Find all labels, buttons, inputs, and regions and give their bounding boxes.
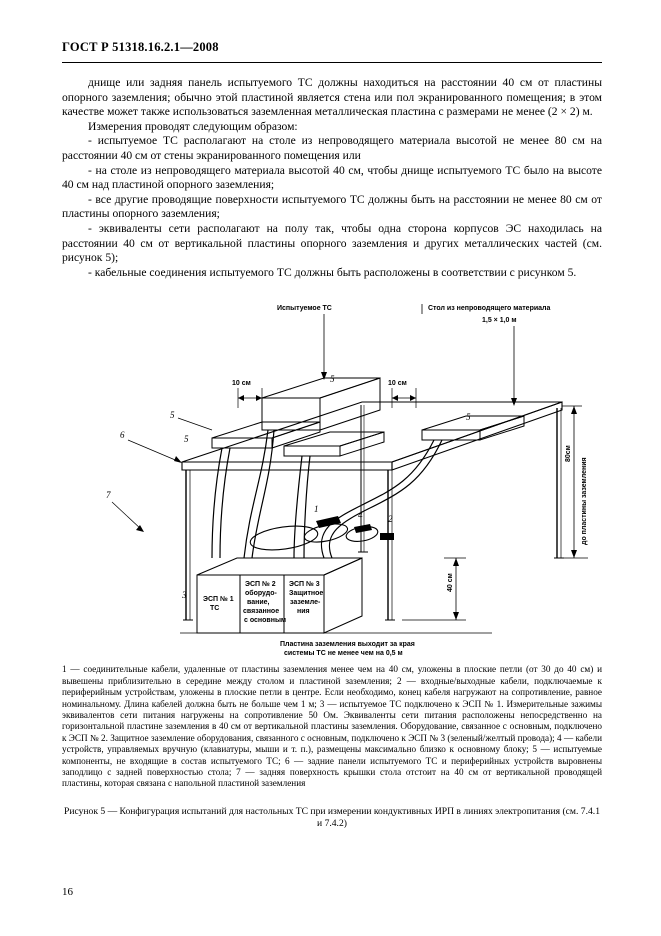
figure-dim-to-plate: до пластины заземления (581, 457, 588, 546)
figure-label-box3b: Защитное (289, 590, 324, 598)
paragraph-2: Измерения проводят следующим образом: (88, 119, 298, 133)
figure-label-box2e: с основным (244, 617, 287, 625)
figure-label-box1b: ТС (210, 605, 220, 613)
paragraph-7: - кабельные соединения испытуемого ТС должны быть расположены в соответствии с рисунком 5. (88, 265, 577, 279)
paragraph-5: - все другие проводящие поверхности испытуемого ТС должны быть на расстоянии не менее 80 см от пластины опорного заземления; (62, 192, 602, 221)
page-number: 16 (62, 886, 73, 898)
figure-5 (62, 290, 602, 658)
figure-callout-3: 3 (182, 590, 187, 601)
figure-label-table: Стол из непроводящего материала (428, 305, 551, 313)
figure-dim-10cm-left: 10 см (232, 380, 251, 388)
figure-label-box3d: ния (297, 608, 310, 616)
figure-label-box3: ЭСП № 3 (289, 581, 320, 589)
paragraph-6: - эквиваленты сети располагают на полу так, чтобы одна сторона корпусов ЭС находилась на расстоянии 40 см от вертикальной пластины опорного заземления и других металлических частей (см. рисунок 5); (62, 221, 602, 265)
standard-code-header: ГОСТ Р 51318.16.2.1—2008 (62, 40, 219, 54)
page-content (62, 40, 602, 831)
figure-callout-2: 2 (388, 514, 393, 525)
figure-label-box2d: связанное (243, 608, 280, 616)
figure-footnote-line2: системы ТС не менее чем на 0,5 м (284, 650, 403, 658)
paragraph-4: - на столе из непроводящего материала высотой 40 см, чтобы днище испытуемого ТС было на высоте 40 см над пластиной опорного заземления; (62, 163, 602, 192)
figure-dim-10cm-right: 10 см (388, 380, 407, 388)
figure-callout-5a: 5 (170, 410, 175, 421)
figure-label-box2: ЭСП № 2 (245, 581, 276, 589)
figure-footnote-line1: Пластина заземления выходит за края (280, 641, 415, 649)
figure-callout-5c: 5 (330, 374, 335, 385)
header-rule (62, 62, 602, 63)
figure-dim-80cm: 80см (565, 445, 572, 463)
figure-label-box3c: заземле- (290, 599, 321, 607)
figure-callout-5b: 5 (184, 434, 189, 445)
figure-callout-1: 1 (314, 504, 319, 515)
paragraph-3: - испытуемое ТС располагают на столе из непроводящего материала высотой не менее 80 см на расстоянии 40 см от стены экранированного помещения или (62, 134, 602, 162)
figure-label-table-size: 1,5 × 1,0 м (482, 317, 517, 325)
figure-dim-40cm: 40 см (447, 573, 454, 593)
figure-label-box2c: вание, (247, 599, 270, 607)
figure-label-box1: ЭСП № 1 (203, 596, 234, 604)
figure-notes: 1 — соединительные кабели, удаленные от пластины заземления менее чем на 40 см, уложены в плоские петли (от 30 до 40 см) и вывешены приблизительно в середине между столом и пластиной заземления; 2 — входные/выходные кабели, подключаемые к периферийным устройствам, уложены в плоские петли в центре. Если необходимо, конец кабеля нагружают на сопротивление, равное номинальному. Длина кабелей должна быть не больше чем 1 м; 3 — испытуемое ТС подключено к ЭСП № 1. Измерительные зажимы эквивалентов сети питания нагружены на сопротивление 50 Ом. Эквиваленты сети питания расположены непосредственно на горизонтальной пластине заземления в 40 см от вертикальной пластины заземления. Оборудование, связанное с основным, подключено к ЭСП № 2. Защитное заземление оборудования, связанного с основным, подключено к ЭСП № 3 (зеленый/желтый провода); 4 — кабели устройств, управляемых вручную (клавиатуры, мыши и т. п.), размещены максимально близко к основному блоку; 5 — испытуемые компоненты, не входящие в состав испытуемого ТС; 6 — задние панели испытуемого ТС и периферийных устройств выровнены заподлицо с задней поверхностью стола; 7 — задняя поверхность крышки стола отстоит на 40 см от вертикальной проводящей пластины, которая связана с напольной пластиной заземления (62, 664, 602, 789)
figure-callout-5d: 5 (466, 412, 471, 423)
figure-callout-4: 4 (358, 510, 363, 521)
paragraph-1: днище или задняя панель испытуемого ТС должны находиться на расстоянии 40 см от пластины опорного заземления; обычно этой пластиной является стена или пол экранированного помещения; в этом качестве может также использоваться заземленная металлическая пластина с размерами не менее (2 × 2) м. (62, 76, 602, 119)
figure-callout-6: 6 (120, 430, 125, 441)
figure-caption: Рисунок 5 — Конфигурация испытаний для настольных ТС при измерении кондуктивных ИРП в линиях электропитания (см. 7.4.1 и 7.4.2) (63, 805, 600, 830)
figure-callout-7: 7 (106, 490, 111, 501)
figure-label-box2b: оборудо- (245, 590, 277, 598)
figure-label-eut: Испытуемое ТС (277, 305, 332, 313)
